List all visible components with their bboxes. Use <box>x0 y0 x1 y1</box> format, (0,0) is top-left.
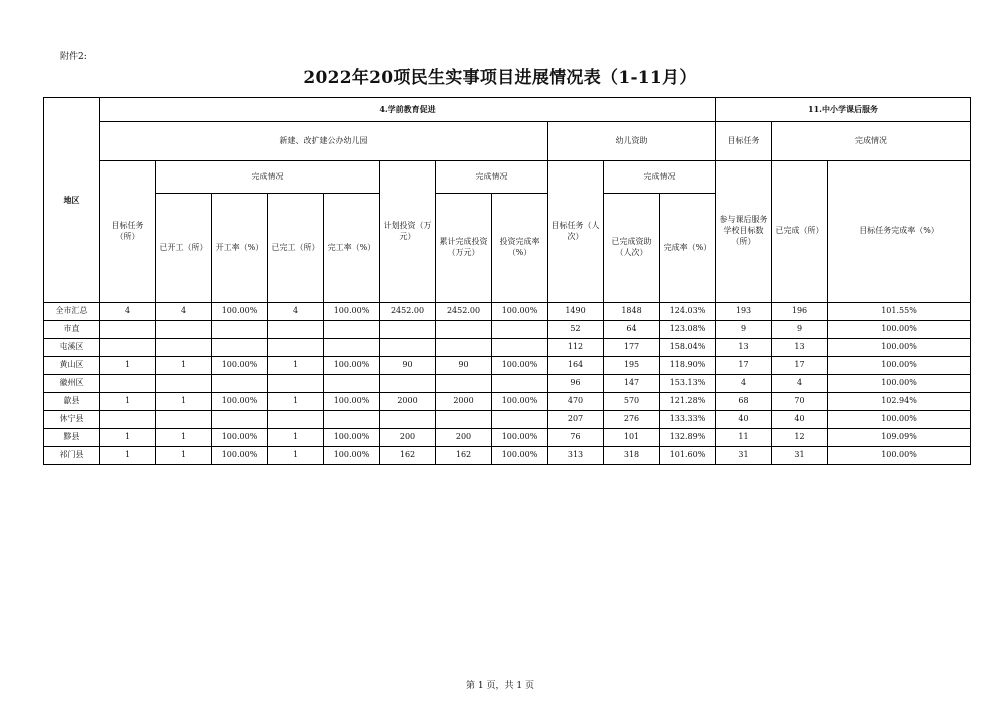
value-cell: 123.08% <box>660 321 716 339</box>
value-cell: 101.55% <box>828 303 971 321</box>
table-row <box>44 447 971 465</box>
value-cell: 200 <box>436 429 492 447</box>
value-cell: 196 <box>772 303 828 321</box>
invest-rate-header: 投资完成率（%） <box>492 194 548 303</box>
value-cell: 158.04% <box>660 339 716 357</box>
value-cell: 1 <box>100 357 156 375</box>
progress-table <box>43 97 971 465</box>
value-cell <box>380 375 436 393</box>
k-completed-header: 已完工（所） <box>268 194 324 303</box>
value-cell: 101 <box>604 429 660 447</box>
value-cell: 11 <box>716 429 772 447</box>
value-cell: 313 <box>548 447 604 465</box>
value-cell <box>436 411 492 429</box>
value-cell: 4 <box>100 303 156 321</box>
value-cell: 100.00% <box>828 447 971 465</box>
value-cell <box>436 375 492 393</box>
value-cell <box>324 375 380 393</box>
kindergarten-header: 新建、改扩建公办幼儿园 <box>100 122 548 161</box>
aid-done-header: 已完成资助（人次） <box>604 194 660 303</box>
value-cell: 1 <box>100 429 156 447</box>
value-cell: 1 <box>100 393 156 411</box>
value-cell: 100.00% <box>212 393 268 411</box>
value-cell <box>268 411 324 429</box>
k-complete-rate-header: 完工率（%） <box>324 194 380 303</box>
attachment-label: 附件2: <box>60 52 87 62</box>
value-cell <box>324 321 380 339</box>
value-cell: 1 <box>268 393 324 411</box>
plan-invest-header: 计划投资（万元） <box>380 161 436 303</box>
aid-header: 幼儿资助 <box>548 122 716 161</box>
value-cell <box>100 411 156 429</box>
value-cell: 100.00% <box>492 393 548 411</box>
page-footer: 第 1 页，共 1 页 <box>466 681 534 691</box>
value-cell: 132.89% <box>660 429 716 447</box>
value-cell <box>100 321 156 339</box>
value-cell <box>492 339 548 357</box>
value-cell <box>492 375 548 393</box>
table-row <box>44 393 971 411</box>
value-cell: 100.00% <box>492 447 548 465</box>
table-row <box>44 411 971 429</box>
value-cell: 9 <box>772 321 828 339</box>
value-cell: 13 <box>716 339 772 357</box>
value-cell <box>436 321 492 339</box>
value-cell: 100.00% <box>212 357 268 375</box>
value-cell: 76 <box>548 429 604 447</box>
value-cell: 1 <box>156 393 212 411</box>
value-cell: 40 <box>772 411 828 429</box>
value-cell: 2000 <box>380 393 436 411</box>
region-cell: 市直 <box>44 321 100 339</box>
value-cell <box>324 339 380 357</box>
value-cell: 2452.00 <box>380 303 436 321</box>
value-cell: 4 <box>772 375 828 393</box>
region-cell: 休宁县 <box>44 411 100 429</box>
school-done-header: 已完成（所） <box>772 161 828 303</box>
value-cell <box>380 411 436 429</box>
value-cell: 276 <box>604 411 660 429</box>
table-row <box>44 321 971 339</box>
completion-status-header: 完成情况 <box>772 122 971 161</box>
value-cell: 4 <box>156 303 212 321</box>
region-cell: 黄山区 <box>44 357 100 375</box>
invest-completion-header: 完成情况 <box>436 161 548 194</box>
table-body <box>44 303 971 465</box>
value-cell: 109.09% <box>828 429 971 447</box>
value-cell <box>268 375 324 393</box>
value-cell: 13 <box>772 339 828 357</box>
value-cell <box>436 339 492 357</box>
value-cell <box>212 339 268 357</box>
value-cell: 200 <box>380 429 436 447</box>
table-row <box>44 357 971 375</box>
value-cell: 100.00% <box>492 303 548 321</box>
value-cell: 4 <box>716 375 772 393</box>
value-cell: 100.00% <box>212 447 268 465</box>
value-cell: 100.00% <box>324 303 380 321</box>
value-cell: 1 <box>100 447 156 465</box>
value-cell <box>100 375 156 393</box>
aid-completion-header: 完成情况 <box>604 161 716 194</box>
value-cell: 100.00% <box>492 357 548 375</box>
value-cell: 118.90% <box>660 357 716 375</box>
value-cell: 100.00% <box>324 393 380 411</box>
value-cell: 124.03% <box>660 303 716 321</box>
section-11-header: 11.中小学课后服务 <box>716 98 971 122</box>
value-cell: 9 <box>716 321 772 339</box>
value-cell: 12 <box>772 429 828 447</box>
value-cell: 121.28% <box>660 393 716 411</box>
k-target-header: 目标任务（所） <box>100 161 156 303</box>
k-started-header: 已开工（所） <box>156 194 212 303</box>
aid-target-header: 目标任务（人次） <box>548 161 604 303</box>
value-cell: 68 <box>716 393 772 411</box>
region-cell: 屯溪区 <box>44 339 100 357</box>
region-cell: 歙县 <box>44 393 100 411</box>
value-cell: 100.00% <box>212 303 268 321</box>
value-cell: 31 <box>716 447 772 465</box>
table-row <box>44 339 971 357</box>
region-header: 地区 <box>44 98 100 303</box>
value-cell: 52 <box>548 321 604 339</box>
value-cell: 2452.00 <box>436 303 492 321</box>
value-cell <box>156 321 212 339</box>
value-cell: 1 <box>156 429 212 447</box>
value-cell: 17 <box>716 357 772 375</box>
target-task-header: 目标任务 <box>716 122 772 161</box>
region-cell: 黟县 <box>44 429 100 447</box>
value-cell: 100.00% <box>828 321 971 339</box>
value-cell: 102.94% <box>828 393 971 411</box>
value-cell: 1 <box>268 429 324 447</box>
value-cell: 100.00% <box>212 429 268 447</box>
value-cell <box>380 321 436 339</box>
value-cell: 70 <box>772 393 828 411</box>
region-cell: 全市汇总 <box>44 303 100 321</box>
value-cell: 31 <box>772 447 828 465</box>
school-target-header: 参与课后服务学校目标数（所） <box>716 161 772 303</box>
value-cell: 90 <box>380 357 436 375</box>
region-cell: 祁门县 <box>44 447 100 465</box>
value-cell: 570 <box>604 393 660 411</box>
value-cell <box>156 411 212 429</box>
value-cell <box>212 321 268 339</box>
value-cell: 64 <box>604 321 660 339</box>
value-cell: 1 <box>268 357 324 375</box>
value-cell: 133.33% <box>660 411 716 429</box>
value-cell: 4 <box>268 303 324 321</box>
page-title: 2022年20项民生实事项目进展情况表（1-11月） <box>303 68 697 88</box>
value-cell: 318 <box>604 447 660 465</box>
value-cell: 112 <box>548 339 604 357</box>
value-cell: 162 <box>380 447 436 465</box>
value-cell: 1490 <box>548 303 604 321</box>
value-cell: 101.60% <box>660 447 716 465</box>
value-cell: 100.00% <box>828 357 971 375</box>
value-cell: 100.00% <box>828 375 971 393</box>
value-cell <box>268 339 324 357</box>
value-cell: 100.00% <box>324 447 380 465</box>
value-cell: 17 <box>772 357 828 375</box>
value-cell: 195 <box>604 357 660 375</box>
value-cell: 1 <box>268 447 324 465</box>
value-cell: 147 <box>604 375 660 393</box>
k-start-rate-header: 开工率（%） <box>212 194 268 303</box>
value-cell: 40 <box>716 411 772 429</box>
section-4-header: 4.学前教育促进 <box>100 98 716 122</box>
value-cell: 193 <box>716 303 772 321</box>
value-cell: 100.00% <box>324 429 380 447</box>
value-cell: 100.00% <box>828 411 971 429</box>
value-cell: 1848 <box>604 303 660 321</box>
value-cell: 1 <box>156 357 212 375</box>
cum-invest-header: 累计完成投资（万元） <box>436 194 492 303</box>
value-cell: 153.13% <box>660 375 716 393</box>
value-cell: 100.00% <box>324 357 380 375</box>
value-cell: 207 <box>548 411 604 429</box>
completion-header: 完成情况 <box>156 161 380 194</box>
value-cell <box>212 411 268 429</box>
value-cell: 1 <box>156 447 212 465</box>
value-cell <box>324 411 380 429</box>
value-cell: 100.00% <box>828 339 971 357</box>
value-cell: 162 <box>436 447 492 465</box>
value-cell <box>268 321 324 339</box>
table-header <box>44 98 971 303</box>
value-cell <box>212 375 268 393</box>
region-cell: 徽州区 <box>44 375 100 393</box>
value-cell: 100.00% <box>492 429 548 447</box>
value-cell: 470 <box>548 393 604 411</box>
value-cell: 2000 <box>436 393 492 411</box>
school-rate-header: 目标任务完成率（%） <box>828 161 971 303</box>
aid-rate-header: 完成率（%） <box>660 194 716 303</box>
value-cell <box>156 375 212 393</box>
value-cell: 90 <box>436 357 492 375</box>
value-cell: 164 <box>548 357 604 375</box>
table-row <box>44 375 971 393</box>
value-cell <box>492 321 548 339</box>
value-cell <box>380 339 436 357</box>
table-row <box>44 303 971 321</box>
value-cell: 177 <box>604 339 660 357</box>
value-cell <box>100 339 156 357</box>
value-cell <box>492 411 548 429</box>
value-cell <box>156 339 212 357</box>
value-cell: 96 <box>548 375 604 393</box>
table-row <box>44 429 971 447</box>
